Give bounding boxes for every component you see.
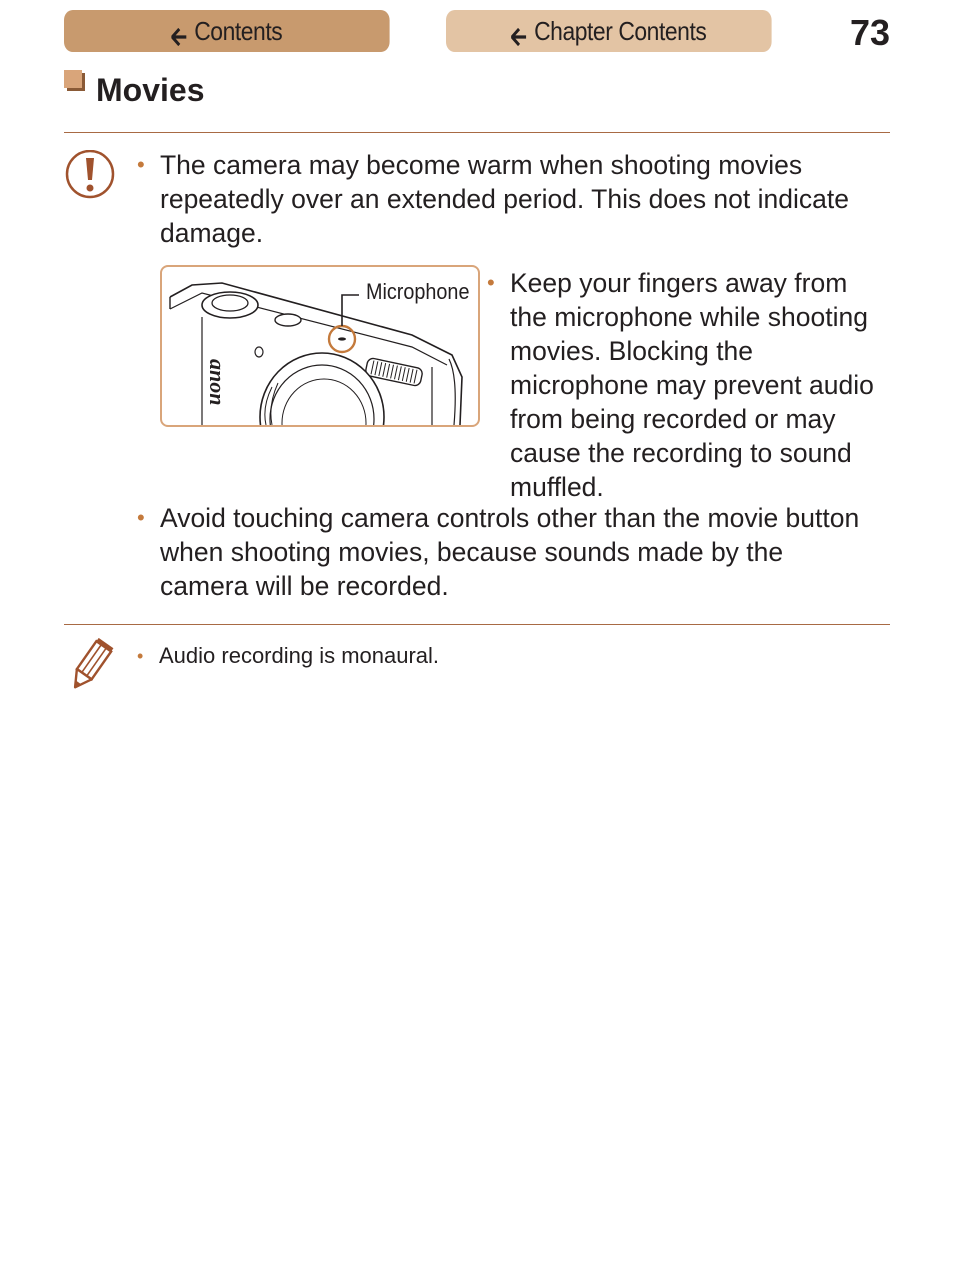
caution-exclamation-icon [64,150,116,202]
caution-bullet [137,501,877,603]
arrow-left-icon [171,22,187,40]
caution-bullet [137,148,897,250]
divider [64,132,890,133]
chapter-contents-button[interactable] [446,10,772,52]
page-number: 73 [849,12,890,53]
caution-bullet-text: Keep your fingers away from the microphone while shooting movies. Blocking the microphone may prevent audio from being recorded or may cause the recording to sound muffled. [510,268,874,502]
caution-bullet-text: Avoid touching camera controls other than the movie button when shooting movies, because sounds made by the camera will be recorded. [160,503,860,601]
microphone-label: Microphone [366,279,470,304]
bullet-dot: • [487,270,495,295]
caution-bullet-text: The camera may become warm when shooting movies repeatedly over an extended period. This does not indicate damage. [160,150,849,248]
note-bullet [137,640,857,672]
arrow-left-icon [511,22,527,40]
pencil-icon [66,638,114,694]
caution-bullet [487,266,887,504]
chapter-contents-button-label: Chapter Contents [534,15,707,46]
bullet-dot: • [137,646,144,666]
bullet-dot: • [137,152,145,177]
note-bullet-text: Audio recording is monaural. [159,643,440,668]
camera-microphone-figure [160,265,480,427]
section-title: Movies [96,72,205,108]
svg-text:anon: anon [205,359,230,406]
bullet-dot: • [137,505,145,530]
section-square-icon [64,70,86,92]
contents-button-label: Contents [194,15,283,46]
contents-button[interactable] [64,10,390,52]
divider [64,624,890,625]
